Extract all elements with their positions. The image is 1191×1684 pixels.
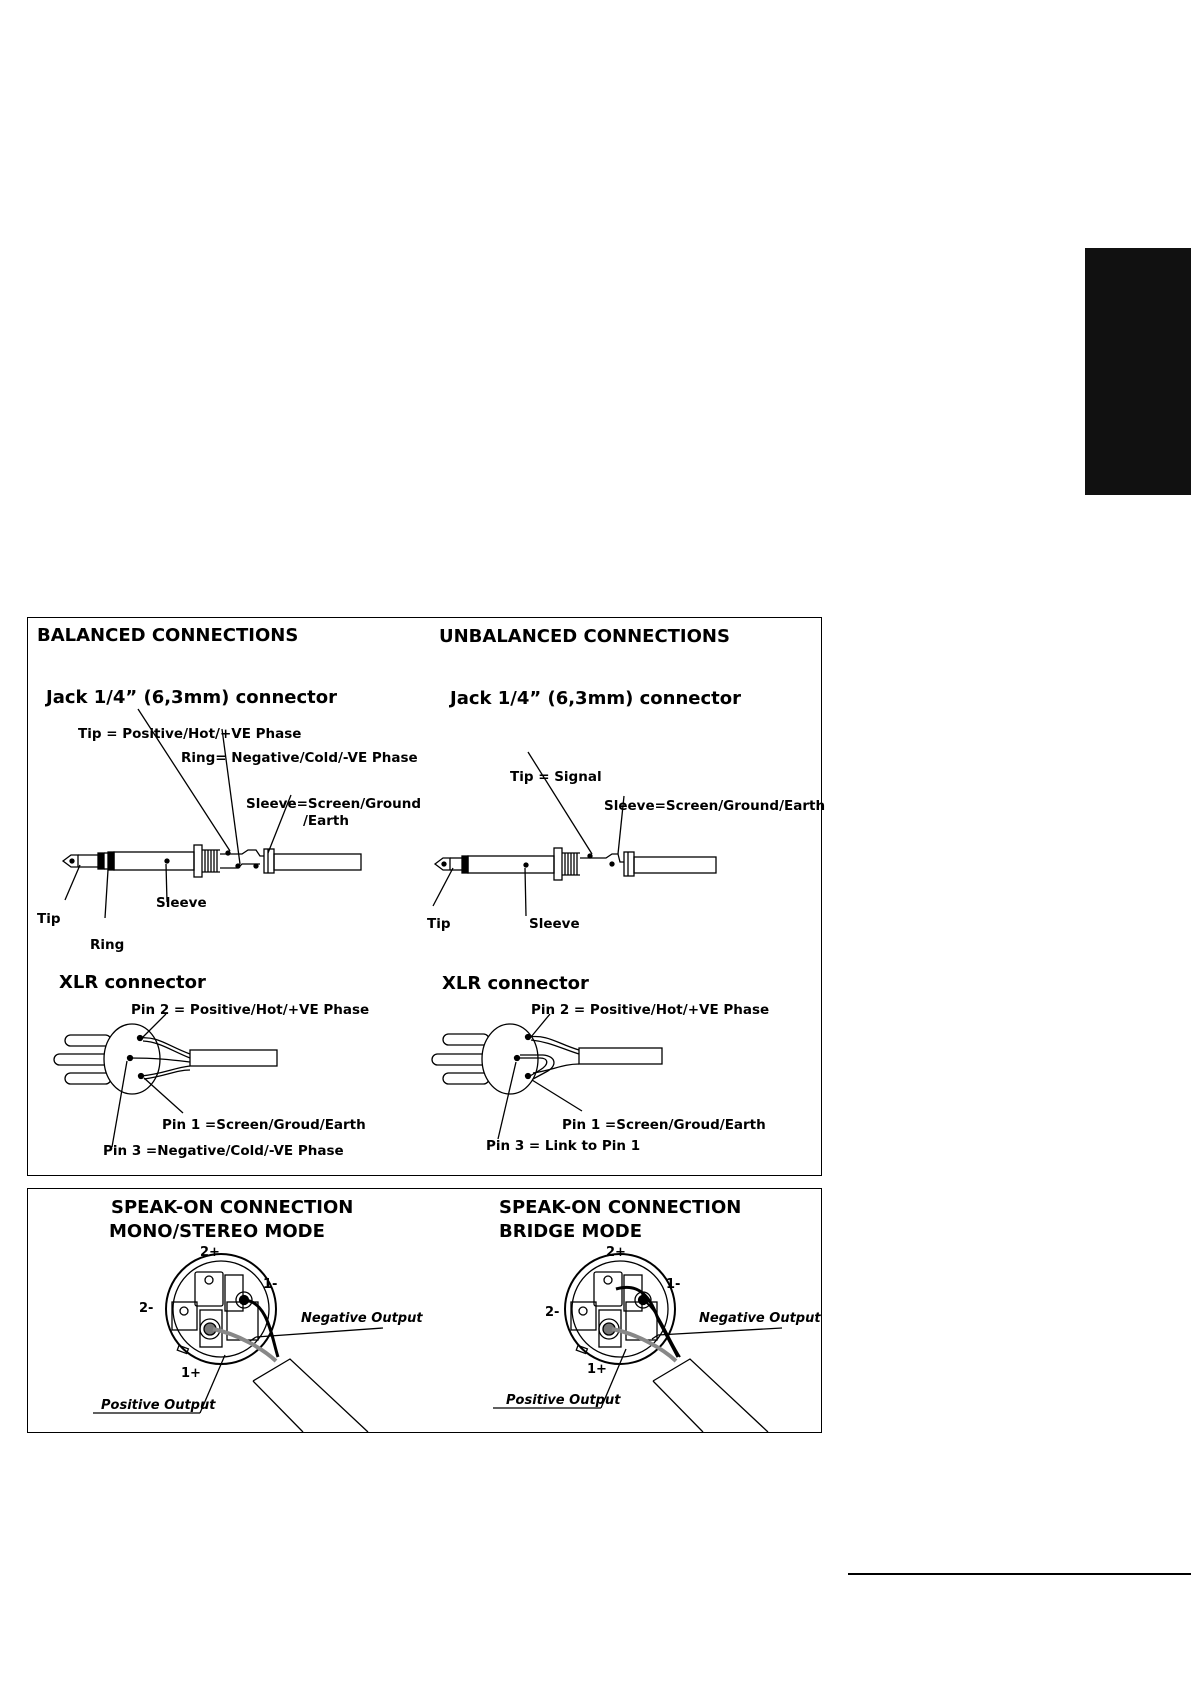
- speakon-bridge-pin-1plus: 1+: [587, 1362, 607, 1377]
- unbalanced-tip-label: Tip: [427, 916, 451, 932]
- connections-panel: [27, 617, 826, 1176]
- unbalanced-pin2: Pin 2 = Positive/Hot/+VE Phase: [531, 1002, 770, 1018]
- balanced-jack-title: Jack 1/4” (6,3mm) connector: [46, 687, 337, 708]
- balanced-sleeve-eq-2: /Earth: [303, 813, 349, 829]
- unbalanced-sleeve-label: Sleeve: [529, 916, 580, 932]
- speakon-bridge-positive-output: Positive Output: [506, 1393, 621, 1408]
- balanced-sleeve-label: Sleeve: [156, 895, 207, 911]
- unbalanced-tip-eq: Tip = Signal: [510, 769, 602, 785]
- speakon-mono-pin-2minus: 2-: [139, 1301, 154, 1316]
- speakon-bridge-title-2: BRIDGE MODE: [499, 1221, 643, 1242]
- section-tab: [1085, 248, 1191, 495]
- speakon-mono-title-1: SPEAK-ON CONNECTION: [111, 1197, 354, 1218]
- unbalanced-pin1: Pin 1 =Screen/Groud/Earth: [562, 1117, 766, 1133]
- unbalanced-xlr-title: XLR connector: [442, 973, 589, 994]
- balanced-ring-label: Ring: [90, 937, 125, 953]
- unbalanced-pin3: Pin 3 = Link to Pin 1: [486, 1138, 641, 1154]
- balanced-tip-eq: Tip = Positive/Hot/+VE Phase: [78, 726, 302, 742]
- speakon-mono-pin-2plus: 2+: [200, 1245, 220, 1260]
- speakon-mono-pin-1plus: 1+: [181, 1366, 201, 1381]
- footer-rule: [848, 1573, 1191, 1575]
- balanced-title: BALANCED CONNECTIONS: [37, 625, 299, 646]
- speakon-bridge-pin-2plus: 2+: [606, 1245, 626, 1260]
- balanced-xlr-title: XLR connector: [59, 972, 206, 993]
- speakon-mono-title-2: MONO/STEREO MODE: [109, 1221, 325, 1242]
- balanced-ring-eq: Ring= Negative/Cold/-VE Phase: [181, 750, 418, 766]
- speakon-bridge-negative-output: Negative Output: [699, 1311, 821, 1326]
- balanced-tip-label: Tip: [37, 911, 61, 927]
- balanced-pin2: Pin 2 = Positive/Hot/+VE Phase: [131, 1002, 370, 1018]
- unbalanced-jack-title: Jack 1/4” (6,3mm) connector: [450, 688, 741, 709]
- balanced-pin1: Pin 1 =Screen/Groud/Earth: [162, 1117, 366, 1133]
- balanced-pin3: Pin 3 =Negative/Cold/-VE Phase: [103, 1143, 344, 1159]
- speakon-panel: [27, 1188, 822, 1433]
- unbalanced-title: UNBALANCED CONNECTIONS: [439, 626, 730, 647]
- speakon-bridge-pin-1minus: 1-: [666, 1277, 681, 1292]
- unbalanced-sleeve-eq: Sleeve=Screen/Ground/Earth: [604, 798, 826, 814]
- speakon-bridge-title-1: SPEAK-ON CONNECTION: [499, 1197, 742, 1218]
- speakon-mono-pin-1minus: 1-: [263, 1277, 278, 1292]
- speakon-bridge-pin-2minus: 2-: [545, 1305, 560, 1320]
- balanced-sleeve-eq-1: Sleeve=Screen/Ground: [246, 796, 422, 812]
- speakon-mono-negative-output: Negative Output: [301, 1311, 423, 1326]
- speakon-mono-positive-output: Positive Output: [101, 1398, 216, 1413]
